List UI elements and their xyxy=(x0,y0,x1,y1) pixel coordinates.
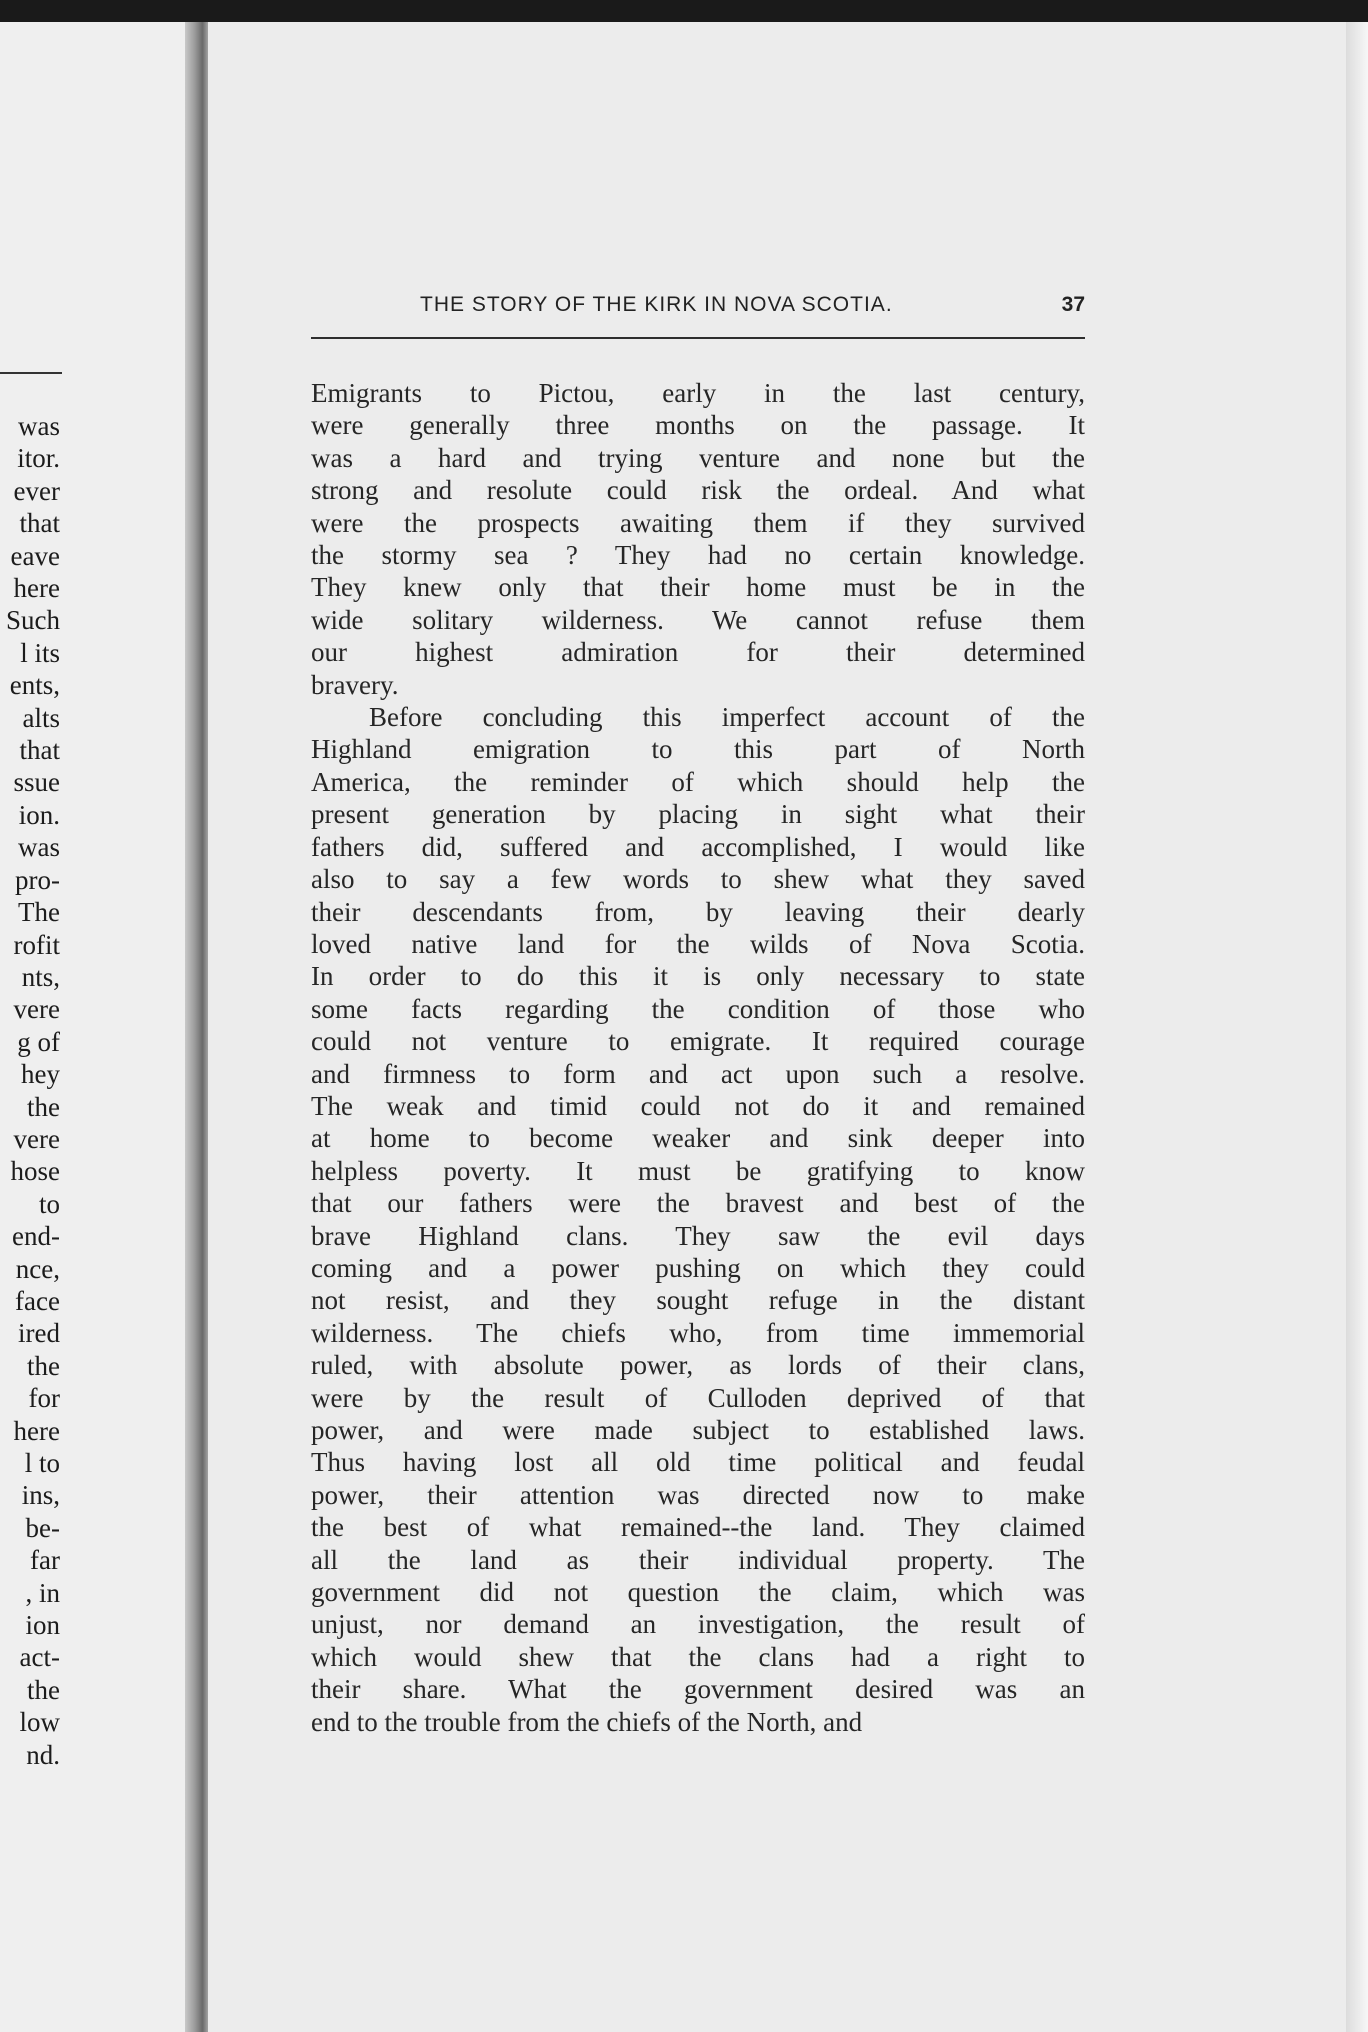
text-line: Emigrants to Pictou, early in the last century, xyxy=(311,378,1085,408)
left-page-fragment: ion xyxy=(25,1610,60,1641)
left-page-rule xyxy=(0,372,62,374)
left-page-fragment: be- xyxy=(25,1512,60,1543)
right-page-edge xyxy=(1346,22,1368,2032)
left-page-fragment: low xyxy=(19,1707,60,1738)
text-line: brave Highland clans. They saw the evil days xyxy=(311,1220,1085,1251)
left-page-fragment: nd. xyxy=(26,1739,60,1770)
text-line: loved native land for the wilds of Nova Scotia. xyxy=(311,928,1085,959)
text-line: They knew only that their home must be in the xyxy=(311,572,1085,603)
text-line: strong and resolute could risk the ordeal. And what xyxy=(311,475,1085,506)
left-page-fragment: face xyxy=(15,1285,60,1316)
left-page-fragment: for xyxy=(28,1383,60,1414)
left-page-fragment: hose xyxy=(10,1156,60,1187)
left-page-fragment: ired xyxy=(18,1318,60,1349)
text-line: helpless poverty. It must be gratifying to know xyxy=(311,1155,1085,1186)
text-line: end to the trouble from the chiefs of the North, and xyxy=(311,1706,863,1737)
text-line: fathers did, suffered and accomplished, I would like xyxy=(311,831,1085,862)
text-line: also to say a few words to shew what they saved xyxy=(311,864,1085,895)
text-line: which would shew that the clans had a right to xyxy=(311,1641,1085,1672)
text-line: America, the reminder of which should help the xyxy=(311,766,1085,797)
text-line: all the land as their individual property. The xyxy=(311,1544,1085,1575)
left-page-fragment: The xyxy=(18,897,60,928)
text-line: unjust, nor demand an investigation, the result of xyxy=(311,1609,1085,1640)
left-page-fragment: l to xyxy=(24,1448,60,1478)
text-line: wide solitary wilderness. We cannot refuse them xyxy=(311,604,1085,635)
text-line: could not venture to emigrate. It required courage xyxy=(311,1026,1085,1057)
running-head-title: THE STORY OF THE KIRK IN NOVA SCOTIA. xyxy=(420,293,893,316)
left-page-fragment: pro- xyxy=(15,864,60,895)
text-line: Thus having lost all old time political and feudal xyxy=(311,1447,1085,1478)
left-page-fragment: ins, xyxy=(21,1480,60,1511)
text-line: Highland emigration to this part of North xyxy=(311,734,1085,765)
left-page-fragment: ever xyxy=(13,475,60,506)
text-line: their share. What the government desired was an xyxy=(311,1674,1085,1705)
text-line: that our fathers were the bravest and best of the xyxy=(311,1188,1085,1219)
header-rule xyxy=(311,337,1085,339)
text-line: the best of what remained--the land. They claimed xyxy=(311,1512,1085,1543)
text-line: not resist, and they sought refuge in the distant xyxy=(311,1285,1085,1316)
text-line: were the prospects awaiting them if they survived xyxy=(311,507,1085,538)
left-page-fragment: l its xyxy=(20,637,60,668)
text-line: wilderness. The chiefs who, from time immemorial xyxy=(311,1317,1085,1348)
text-line: power, and were made subject to established laws. xyxy=(311,1415,1085,1445)
left-page-fragment: was xyxy=(18,411,60,441)
text-line: at home to become weaker and sink deeper into xyxy=(311,1123,1085,1154)
text-line: was a hard and trying venture and none but the xyxy=(311,442,1085,473)
paragraph xyxy=(311,701,1085,1738)
left-page-fragment: ents, xyxy=(9,670,60,701)
left-page-fragment: nts, xyxy=(21,961,60,992)
left-page-fragment: the xyxy=(27,1674,60,1705)
text-line: were generally three months on the passage. It xyxy=(311,410,1085,441)
text-line: our highest admiration for their determined xyxy=(311,637,1085,668)
page-number: 37 xyxy=(1061,293,1085,316)
body-text xyxy=(311,377,1085,1738)
left-page-fragment: far xyxy=(30,1545,60,1576)
running-head xyxy=(420,293,1085,327)
text-line: Before concluding this imperfect account of the xyxy=(369,702,1085,733)
left-page-fragment: that xyxy=(19,735,60,766)
text-line: The weak and timid could not do it and remained xyxy=(311,1090,1085,1121)
text-line: were by the result of Culloden deprived of that xyxy=(311,1382,1085,1413)
left-page-fragment: g of xyxy=(17,1026,60,1057)
left-page-fragment: that xyxy=(19,508,60,539)
text-line: some facts regarding the condition of those who xyxy=(311,993,1085,1024)
left-page-fragment: the xyxy=(27,1350,60,1381)
left-page-fragment: act- xyxy=(19,1642,60,1673)
left-page-fragment: rofit xyxy=(13,929,60,960)
left-page-fragment: alts xyxy=(22,702,60,733)
left-page-fragment: ssue xyxy=(13,767,60,798)
text-line: coming and a power pushing on which they could xyxy=(311,1252,1085,1283)
left-page-fragment: here xyxy=(13,573,60,604)
book-gutter xyxy=(185,22,210,2032)
left-page-fragment: the xyxy=(27,1091,60,1122)
text-line: government did not question the claim, which was xyxy=(311,1577,1085,1608)
left-page-fragment: Such xyxy=(6,605,60,636)
left-page-fragment: nce, xyxy=(15,1253,60,1284)
text-line: ruled, with absolute power, as lords of their clans, xyxy=(311,1350,1085,1381)
text-line: In order to do this it is only necessary to state xyxy=(311,961,1085,992)
left-page-fragment: was xyxy=(18,832,60,863)
left-page-fragment: eave xyxy=(10,540,60,571)
text-line: their descendants from, by leaving their dearly xyxy=(311,896,1085,927)
left-page-fragment: end- xyxy=(12,1221,60,1252)
left-page-fragment: , in xyxy=(25,1577,60,1608)
text-line: present generation by placing in sight what their xyxy=(311,799,1085,830)
left-page-fragment: itor. xyxy=(17,443,60,474)
text-line: the stormy sea ? They had no certain knowledge. xyxy=(311,540,1085,571)
left-page-fragment: here xyxy=(13,1415,60,1446)
left-page-fragment: ion. xyxy=(18,799,60,830)
left-page-fragment: to xyxy=(38,1188,60,1219)
left-page-fragment: vere xyxy=(13,1123,60,1154)
left-page-margin xyxy=(0,22,200,2032)
paragraph xyxy=(311,377,1085,701)
left-page-fragment: hey xyxy=(21,1059,60,1090)
left-page-text-fragments xyxy=(6,410,60,1771)
text-line: and firmness to form and act upon such a resolve. xyxy=(311,1058,1085,1089)
left-page-fragment: vere xyxy=(13,994,60,1025)
text-line: power, their attention was directed now to make xyxy=(311,1479,1085,1510)
text-line: bravery. xyxy=(311,669,399,700)
